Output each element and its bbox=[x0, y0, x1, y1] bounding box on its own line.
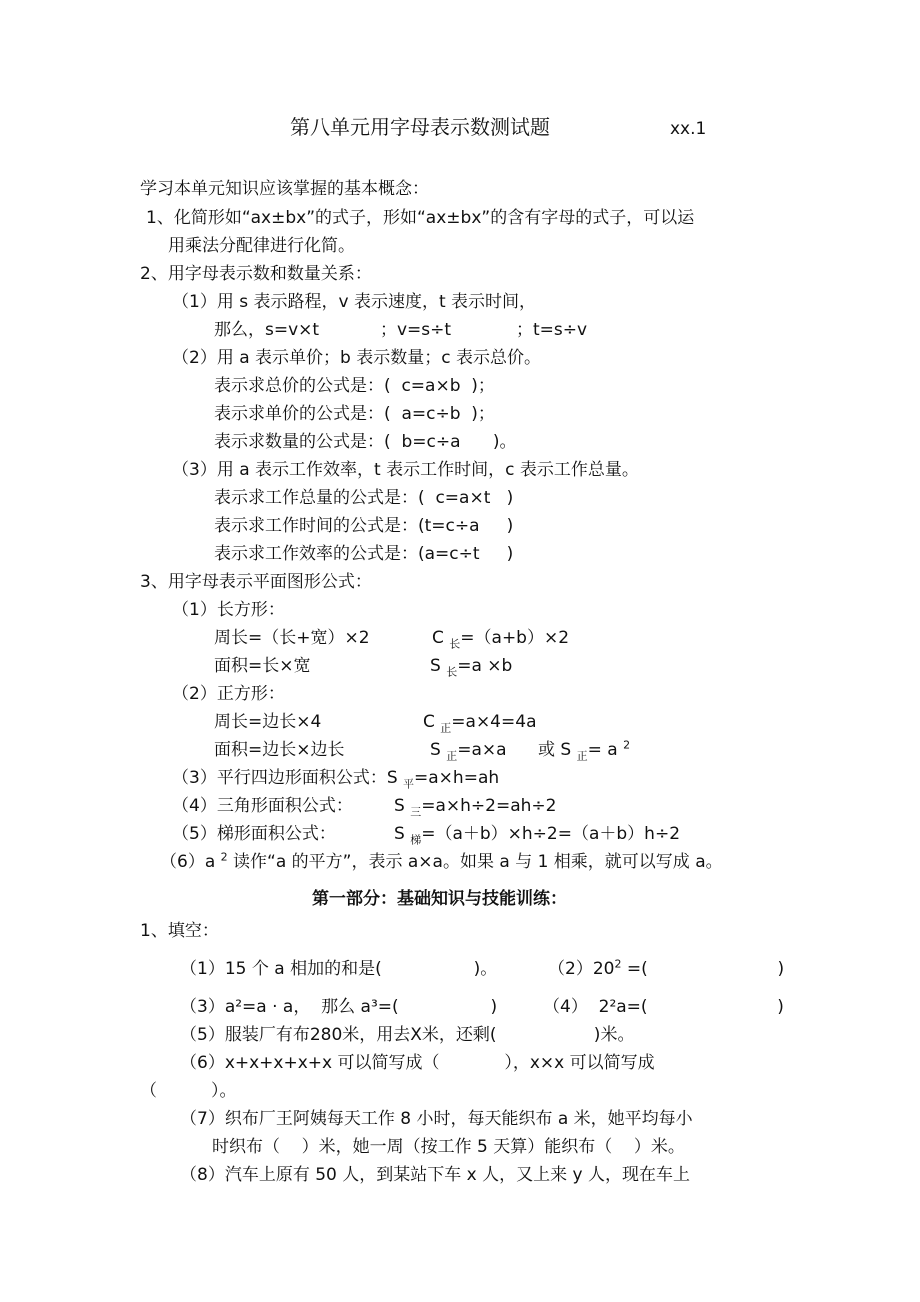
square-notation-note: （6）a $^2$ 读作“a 的平方”，表示 a×a。如果 a 与 1 相乘，就可以写成 a。 bbox=[160, 850, 723, 872]
triangle-area-formula: S $_三$=a×h÷2=ah÷2 bbox=[394, 796, 557, 819]
concept-2-3: （3）用 a 表示工作效率，t 表示工作时间，c 表示工作总量。 bbox=[172, 460, 639, 480]
trapezoid-area-formula: S $_梯$=（a＋b）×h÷2=（a＋b）h÷2 bbox=[394, 824, 681, 847]
question-1-6-line-b: （ ）。 bbox=[140, 1081, 237, 1101]
question-1-5: （5）服装厂有布280米，用去X米，还剩( )米。 bbox=[180, 1025, 635, 1045]
concept-3-1: （1）长方形： bbox=[172, 600, 285, 620]
question-1-7-line-a: （7）织布厂王阿姨每天工作 8 小时，每天能织布 a 米，她平均每小 bbox=[180, 1109, 693, 1129]
concept-2-2-b: 表示求单价的公式是：( a=c÷b )； bbox=[214, 404, 495, 424]
concept-2-1-formula-c: ；t=s÷v bbox=[516, 320, 588, 340]
square-area-formula: S $_正$=a×a bbox=[430, 740, 507, 763]
concept-1-line-a: 1、化简形如“ax±bx”的式子，形如“ax±bx”的含有字母的式子，可以运 bbox=[146, 208, 695, 228]
title-tag: xx.1 bbox=[670, 119, 707, 139]
concept-2-1: （1）用 s 表示路程，v 表示速度，t 表示时间， bbox=[172, 292, 537, 312]
question-1-3: （3）a²=a · a， 那么 a³=( ) bbox=[180, 997, 498, 1017]
concept-2-3-a: 表示求工作总量的公式是：( c=a×t ) bbox=[214, 488, 514, 508]
question-1-7-line-b: 时织布（ ）米，她一周（按工作 5 天算）能织布（ ）米。 bbox=[212, 1137, 685, 1157]
rect-perimeter-words: 周长=（长+宽）×2 bbox=[214, 628, 370, 648]
triangle-area-label: （4）三角形面积公式： bbox=[172, 796, 353, 816]
square-perimeter-words: 周长=边长×4 bbox=[214, 712, 322, 732]
question-1-4: （4） 2²a=( ) bbox=[543, 997, 784, 1017]
concept-2-2-c: 表示求数量的公式是：( b=c÷a )。 bbox=[214, 432, 517, 452]
rect-area-formula: S $_长$=a ×b bbox=[430, 656, 513, 679]
square-perimeter-formula: C $_正$=a×4=4a bbox=[423, 712, 537, 735]
concept-2-3-c: 表示求工作效率的公式是：(a=c÷t ) bbox=[214, 544, 514, 564]
concept-2-2: （2）用 a 表示单价；b 表示数量；c 表示总价。 bbox=[172, 348, 541, 368]
question-1-heading: 1、填空： bbox=[140, 921, 219, 941]
concept-3-heading: 3、用字母表示平面图形公式： bbox=[140, 572, 372, 592]
question-1-6-line-a: （6）x+x+x+x+x 可以简写成（ ），x×x 可以简写成 bbox=[180, 1053, 655, 1073]
concept-3-2: （2）正方形： bbox=[172, 684, 285, 704]
concept-2-2-a: 表示求总价的公式是：( c=a×b )； bbox=[214, 376, 495, 396]
part-one-heading: 第一部分：基础知识与技能训练： bbox=[312, 889, 567, 909]
intro-text: 学习本单元知识应该掌握的基本概念： bbox=[140, 179, 429, 199]
question-1-8: （8）汽车上原有 50 人，到某站下车 x 人，又上来 y 人，现在车上 bbox=[180, 1165, 690, 1185]
rect-area-words: 面积=长×宽 bbox=[214, 656, 311, 676]
concept-2-3-b: 表示求工作时间的公式是：(t=c÷a ) bbox=[214, 516, 514, 536]
question-1-1: （1）15 个 a 相加的和是( )。 bbox=[180, 959, 498, 979]
rect-perimeter-formula: C $_长$=（a+b）×2 bbox=[432, 628, 570, 651]
square-area-words: 面积=边长×边长 bbox=[214, 740, 345, 760]
concept-2-1-formula-a: 那么，s=v×t bbox=[214, 320, 320, 340]
page-title: 第八单元用字母表示数测试题 bbox=[290, 115, 550, 139]
parallelogram-area: （3）平行四边形面积公式：S $_平$=a×h=ah bbox=[172, 768, 500, 791]
square-area-formula-alt: 或 S $_正$= a $^2$ bbox=[538, 738, 631, 763]
concept-2-1-formula-b: ；v=s÷t bbox=[380, 320, 452, 340]
concept-2-heading: 2、用字母表示数和数量关系： bbox=[140, 264, 372, 284]
concept-1-line-b: 用乘法分配律进行化简。 bbox=[168, 236, 355, 256]
trapezoid-area-label: （5）梯形面积公式： bbox=[172, 824, 336, 844]
question-1-2: $(2)20^2$ =( ) bbox=[548, 957, 785, 979]
